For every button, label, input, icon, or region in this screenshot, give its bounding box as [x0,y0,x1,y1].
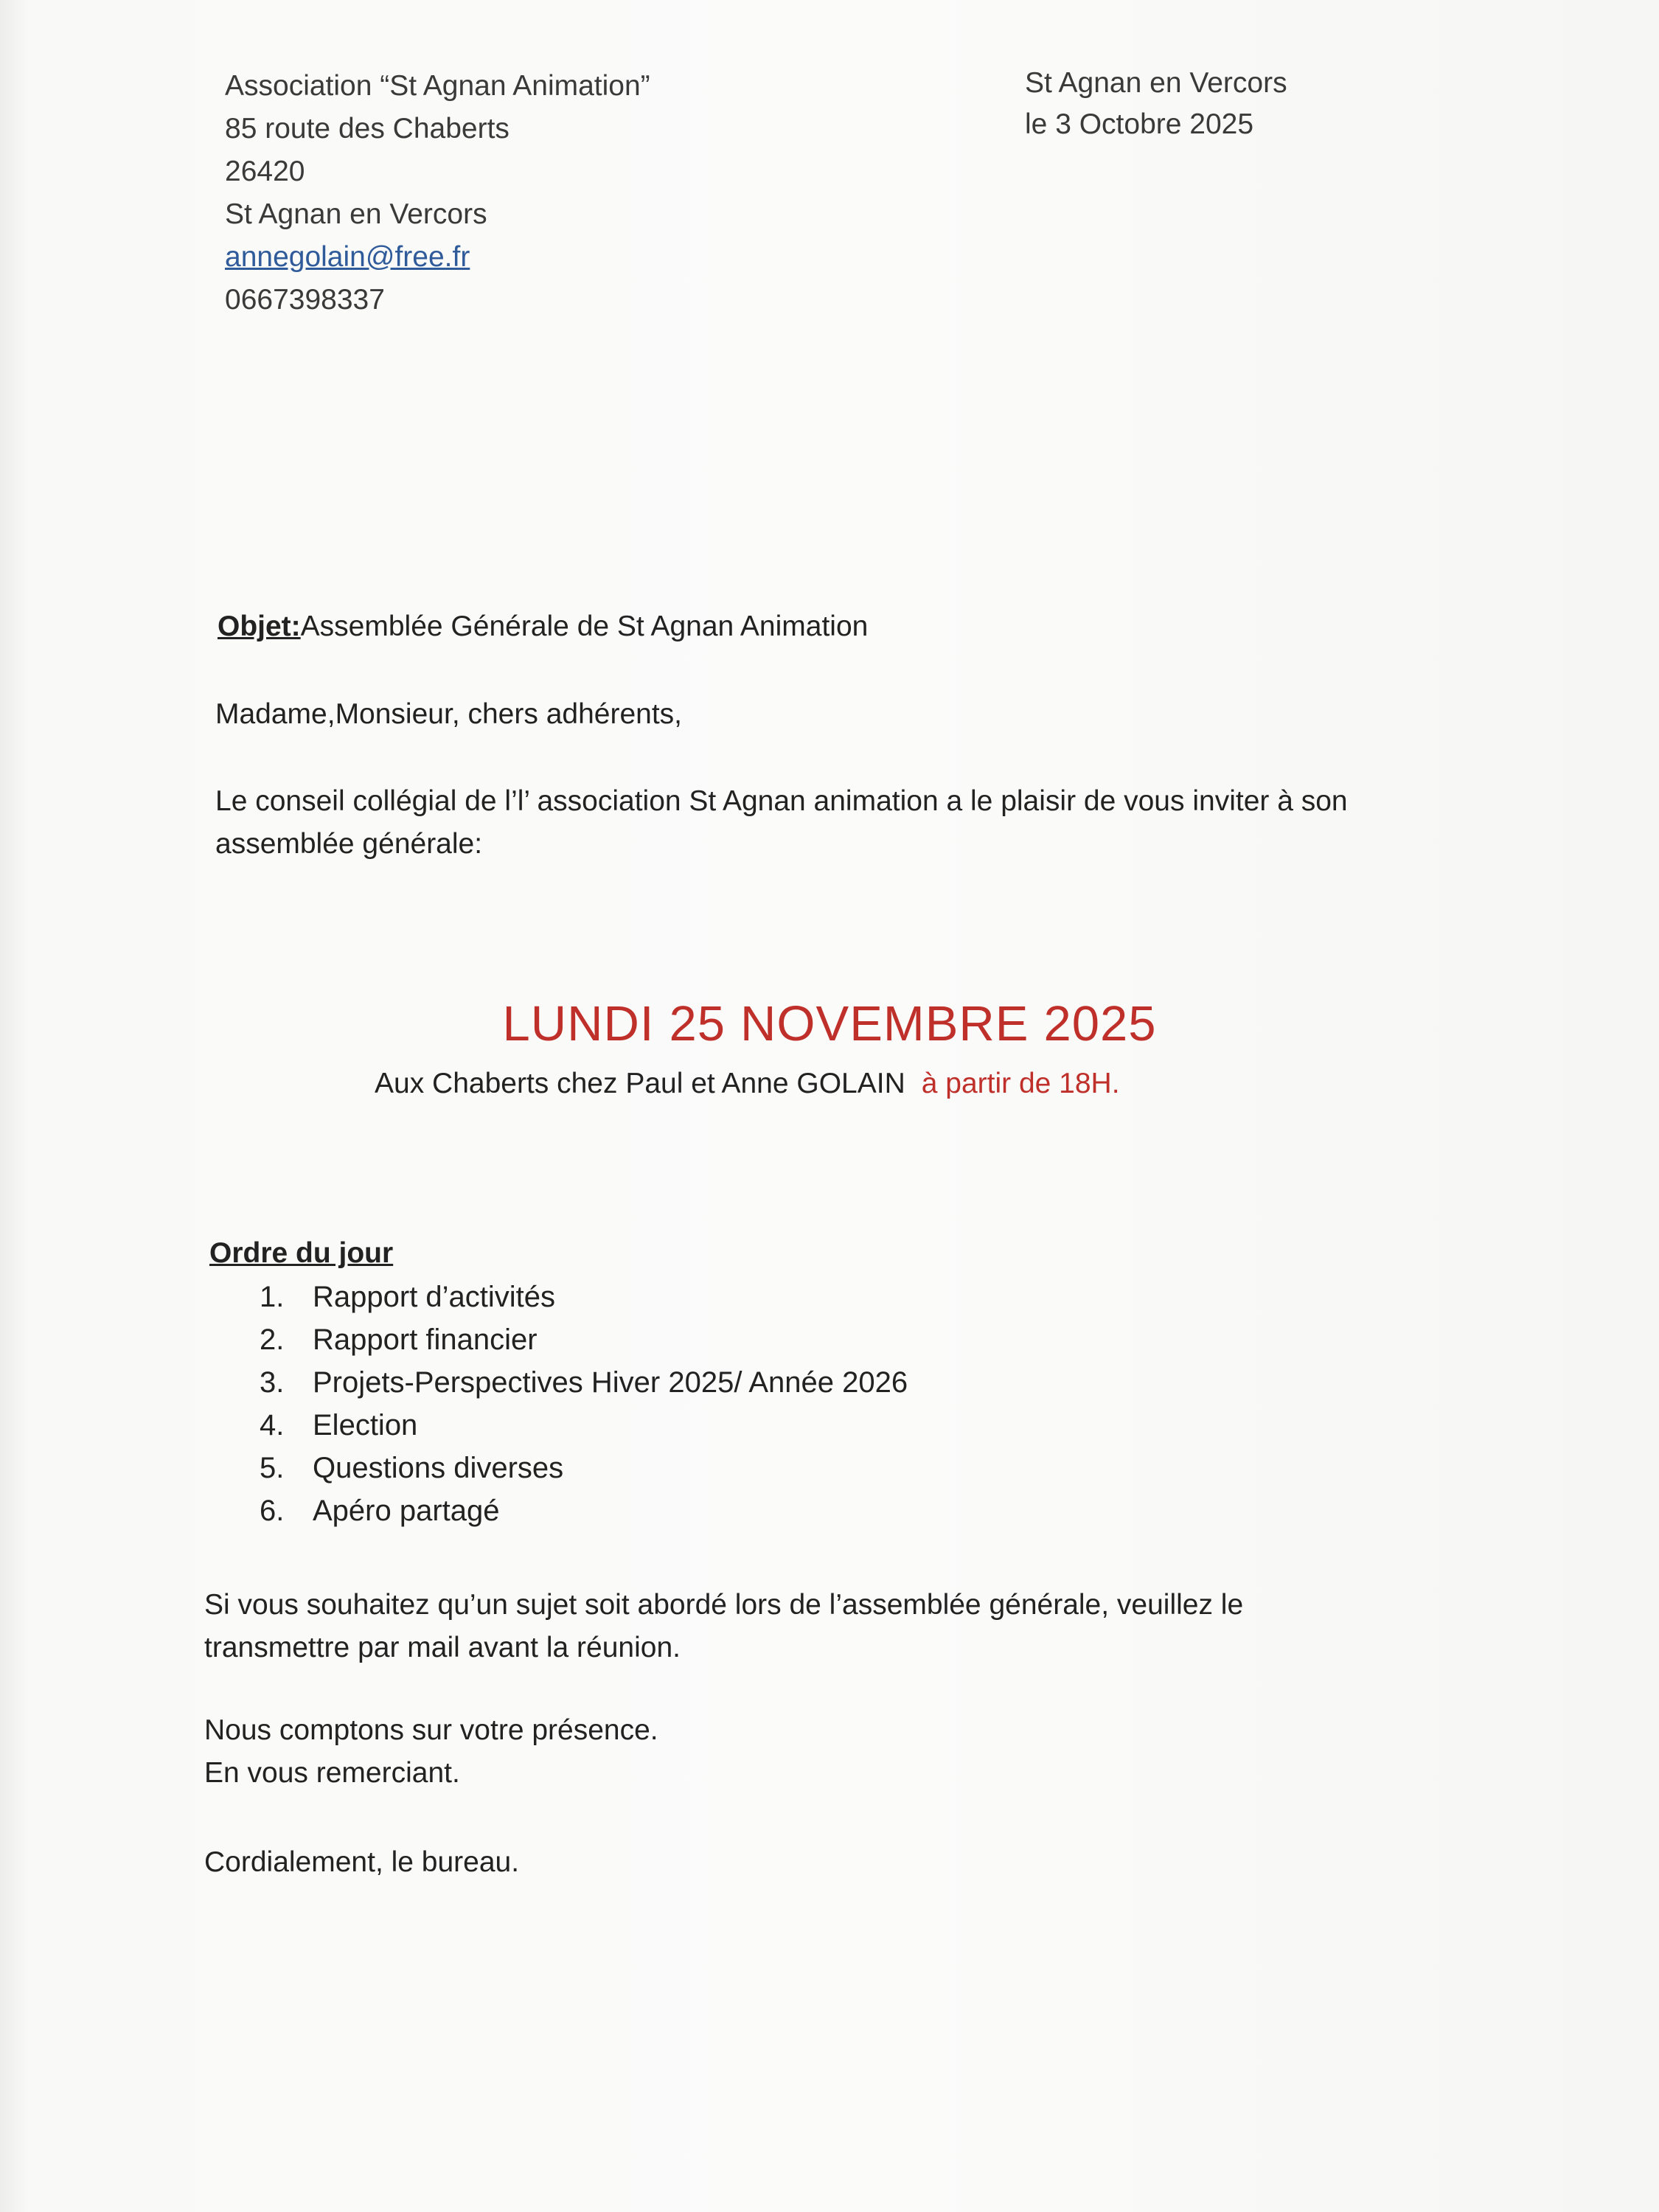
event-place: Aux Chaberts chez Paul et Anne GOLAIN [375,1068,905,1099]
agenda-title: Ordre du jour [209,1237,394,1269]
subject-label: Objet: [218,611,301,642]
subject-text: Assemblée Générale de St Agnan Animation [300,611,869,642]
list-item-number: 1. [260,1281,285,1313]
presence-line: Nous comptons sur votre présence. [204,1714,658,1746]
place-date-block [1025,63,1287,145]
intro-paragraph [215,780,1543,866]
list-item [260,1489,908,1532]
list-item-number: 5. [260,1452,285,1484]
list-item [260,1361,908,1404]
list-item-text: Rapport financier [313,1324,538,1356]
topic-request-paragraph [204,1584,1243,1669]
event-month: NOVEMBRE [740,996,1029,1051]
agenda-list [260,1276,908,1532]
list-item-text: Questions diverses [313,1452,564,1484]
list-item-number: 6. [260,1495,285,1527]
list-item [260,1318,908,1361]
sender-town: St Agnan en Vercors [225,198,487,230]
sender-name: Association “St Agnan Animation” [225,70,650,102]
thanks-line: En vous remerciant. [204,1757,460,1789]
intro-line-2: assemblée générale: [215,828,483,860]
list-item-text: Apéro partagé [313,1495,500,1527]
list-item-text: Rapport d’activités [313,1281,556,1313]
sender-phone: 0667398337 [225,284,385,316]
event-year: 2025 [1043,996,1157,1051]
list-item-text: Projets-Perspectives Hiver 2025/ Année 2026 [313,1366,908,1399]
letter-place: St Agnan en Vercors [1025,67,1287,99]
list-item [260,1404,908,1447]
event-date-number: 25 [669,996,726,1051]
list-item [260,1276,908,1318]
event-location-line [375,1068,1120,1100]
greeting: Madame,Monsieur, chers adhérents, [215,698,682,730]
sender-street: 85 route des Chaberts [225,113,509,145]
topic-request-line-1: Si vous souhaitez qu’un sujet soit abordé lors de l’assemblée générale, veuillez le [204,1589,1244,1621]
sender-email-link[interactable]: annegolain@free.fr [225,241,470,273]
event-time: à partir de 18H. [921,1068,1120,1099]
signoff: Cordialement, le bureau. [204,1846,520,1878]
list-item-text: Election [313,1409,418,1441]
list-item [260,1447,908,1489]
sender-address-block [225,65,650,321]
letter-date: le 3 Octobre 2025 [1025,108,1254,140]
intro-line-1: Le conseil collégial de l’l’ association St Agnan animation a le plaisir de vous inviter à son [215,785,1348,817]
list-item-number: 4. [260,1409,285,1441]
event-date-heading [0,995,1659,1052]
topic-request-line-2: transmettre par mail avant la réunion. [204,1632,681,1663]
subject-line [218,611,868,643]
presence-paragraph [204,1709,658,1795]
sender-postcode: 26420 [225,156,305,187]
list-item-number: 2. [260,1324,285,1356]
list-item-number: 3. [260,1366,285,1399]
event-day: LUNDI [502,996,655,1051]
